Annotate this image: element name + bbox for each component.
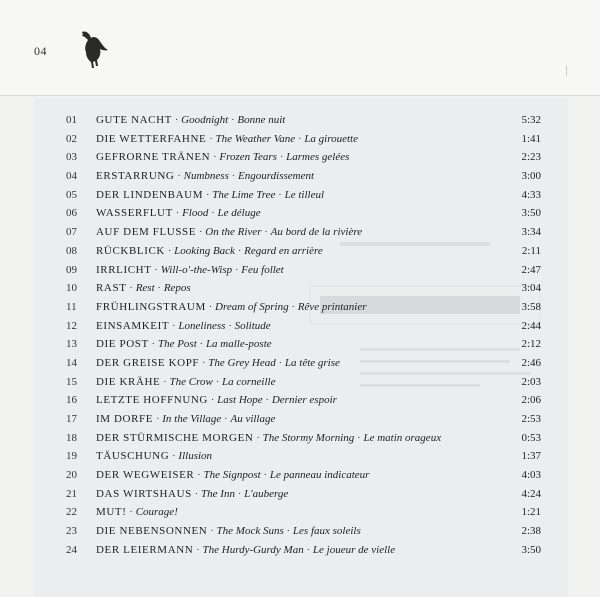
track-title-english: The Weather Vane — [215, 132, 296, 145]
title-separator: · — [225, 319, 235, 332]
track-title-german: RÜCKBLICK — [96, 244, 165, 257]
title-separator: · — [260, 469, 270, 482]
track-title — [96, 541, 395, 560]
track-title-french: Le panneau indicateur — [269, 469, 370, 482]
track-title-english: The Hurdy-Gurdy Man — [202, 543, 304, 556]
track-title-french: Le joueur de vielle — [312, 543, 396, 556]
title-separator: · — [262, 394, 272, 407]
track-title-french: Le tilleul — [284, 188, 325, 201]
track-title — [96, 148, 349, 167]
title-separator: · — [171, 114, 182, 126]
track-title — [96, 429, 441, 448]
track-row — [66, 223, 541, 242]
title-separator: · — [253, 431, 263, 444]
track-title-french: Au bord de la rivière — [270, 226, 363, 239]
title-separator: · — [207, 394, 218, 407]
track-row — [66, 298, 541, 317]
track-row — [66, 373, 541, 392]
page-number: 04 — [34, 44, 47, 58]
track-title-german: GEFRORNE TRÄNEN — [96, 151, 211, 164]
track-row — [66, 261, 541, 280]
track-row — [66, 335, 541, 354]
title-separator: · — [228, 170, 239, 183]
track-title-german: MUT! — [96, 506, 127, 519]
track-title-german: ERSTARRUNG — [96, 170, 175, 183]
track-title — [96, 466, 369, 485]
title-separator: · — [153, 413, 163, 425]
track-title-german: DIE KRÄHE — [96, 375, 161, 388]
track-title-english: The Lime Tree — [212, 188, 276, 201]
track-duration: 1:37 — [521, 450, 541, 463]
track-duration: 2:46 — [521, 356, 541, 369]
track-title-english: The Inn — [201, 487, 235, 500]
track-duration: 3:50 — [521, 207, 541, 220]
track-row — [66, 204, 541, 223]
track-row — [66, 466, 541, 485]
track-title-french: Au village — [230, 413, 276, 425]
track-duration: 3:04 — [521, 282, 541, 295]
track-number: 06 — [66, 207, 77, 220]
track-title-french: Bonne nuit — [237, 114, 286, 126]
track-row — [66, 354, 541, 373]
title-separator: · — [354, 431, 364, 444]
track-title-english: The Post — [157, 338, 197, 351]
track-title-english: Flood — [182, 207, 209, 220]
title-separator: · — [196, 226, 206, 239]
track-title-german: RAST — [96, 282, 127, 295]
title-separator: · — [154, 282, 164, 295]
track-duration: 2:12 — [521, 338, 541, 351]
track-title-german: IM DORFE — [96, 413, 154, 425]
track-number: 03 — [66, 151, 77, 164]
track-title — [96, 279, 191, 298]
track-title-english: The Crow — [169, 375, 213, 388]
track-title — [96, 242, 323, 261]
title-separator: · — [276, 151, 287, 164]
track-number: 04 — [66, 170, 77, 183]
track-title-english: Last Hope — [217, 394, 263, 407]
track-title-german: EINSAMKEIT — [96, 319, 170, 332]
title-separator: · — [288, 300, 298, 313]
track-title-french: La girouette — [304, 132, 358, 145]
track-number: 20 — [66, 469, 77, 482]
track-duration: 2:38 — [521, 525, 541, 538]
title-separator: · — [212, 375, 223, 388]
track-number: 16 — [66, 394, 77, 407]
track-title-english: On the River — [205, 226, 262, 239]
title-separator: · — [126, 282, 136, 295]
track-title — [96, 485, 288, 504]
track-title-english: The Signpost — [203, 469, 261, 482]
track-title-english: Dream of Spring — [215, 300, 289, 313]
track-title — [96, 335, 272, 354]
title-separator: · — [234, 487, 245, 500]
track-number: 14 — [66, 356, 77, 369]
track-row — [66, 541, 541, 560]
track-title-french: L'auberge — [244, 487, 289, 500]
track-row — [66, 242, 541, 261]
track-duration: 2:03 — [521, 375, 541, 388]
title-separator: · — [232, 263, 242, 276]
track-duration: 3:50 — [521, 543, 541, 556]
track-title — [96, 447, 212, 466]
track-number: 18 — [66, 431, 77, 444]
track-duration: 1:41 — [521, 132, 541, 145]
track-duration: 2:23 — [521, 151, 541, 164]
track-title-english: The Grey Head — [208, 356, 276, 369]
title-separator: · — [221, 413, 231, 425]
track-title-french: Solitude — [234, 319, 271, 332]
title-separator: · — [208, 207, 218, 220]
track-duration: 2:06 — [521, 394, 541, 407]
title-separator: · — [164, 244, 175, 257]
track-title-german: TÄUSCHUNG — [96, 450, 170, 463]
track-row — [66, 429, 541, 448]
track-row — [66, 522, 541, 541]
track-title — [96, 522, 361, 541]
track-duration: 0:53 — [521, 431, 541, 444]
title-separator: · — [196, 338, 206, 351]
track-duration: 3:34 — [521, 226, 541, 239]
track-title-english: Looking Back — [174, 244, 235, 257]
track-title-english: Numbness — [183, 170, 229, 183]
track-title-german: FRÜHLINGSTRAUM — [96, 300, 206, 313]
track-title-english: In the Village — [162, 413, 222, 425]
track-title-french: Le déluge — [217, 207, 261, 220]
track-title — [96, 503, 178, 522]
track-row — [66, 186, 541, 205]
header-divider — [0, 95, 600, 96]
track-title-german: DIE WETTERFAHNE — [96, 132, 207, 145]
track-title-german: DER GREISE KOPF — [96, 356, 200, 369]
track-number: 24 — [66, 543, 77, 556]
track-title-german: DIE NEBENSONNEN — [96, 525, 208, 538]
track-title — [96, 373, 275, 392]
track-title-german: WASSERFLUT — [96, 207, 173, 220]
track-title — [96, 298, 366, 317]
track-title-french: Rêve printanier — [297, 300, 367, 313]
title-separator: · — [203, 188, 213, 201]
track-title — [96, 130, 358, 149]
track-row — [66, 167, 541, 186]
track-row — [66, 447, 541, 466]
track-title-french: La corneille — [222, 375, 276, 388]
title-separator: · — [303, 543, 313, 556]
track-title-german: DIE POST — [96, 338, 149, 351]
title-separator: · — [160, 375, 170, 388]
title-separator: · — [169, 450, 179, 463]
track-title-english: Loneliness — [178, 319, 226, 332]
title-separator: · — [169, 319, 179, 332]
title-separator: · — [205, 300, 216, 313]
track-title-english: The Mock Suns — [216, 525, 284, 538]
track-number: 02 — [66, 132, 77, 145]
track-title-french: Feu follet — [241, 263, 284, 276]
track-duration: 2:47 — [521, 263, 541, 276]
track-title — [96, 410, 275, 429]
title-separator: · — [283, 525, 293, 538]
track-title-english: Goodnight — [181, 114, 229, 126]
track-duration: 4:03 — [521, 469, 541, 482]
track-duration: 3:58 — [521, 300, 541, 313]
track-title — [96, 317, 271, 336]
title-separator: · — [295, 132, 305, 145]
track-row — [66, 317, 541, 336]
track-title-german: LETZTE HOFFNUNG — [96, 394, 208, 407]
track-row — [66, 111, 541, 130]
track-title-german: DER LINDENBAUM — [96, 188, 204, 201]
title-separator: · — [261, 226, 271, 239]
title-separator: · — [151, 263, 161, 276]
track-title — [96, 111, 285, 130]
track-title-french: La malle-poste — [205, 338, 272, 351]
track-title — [96, 186, 324, 205]
track-title-german: AUF DEM FLUSSE — [96, 226, 197, 239]
title-separator: · — [207, 525, 217, 538]
track-number: 09 — [66, 263, 77, 276]
track-number: 07 — [66, 226, 77, 239]
track-duration: 5:32 — [521, 114, 541, 126]
title-separator: · — [206, 132, 216, 145]
track-number: 21 — [66, 487, 77, 500]
track-title-french: Engourdissement — [238, 170, 315, 183]
title-separator: · — [210, 151, 220, 164]
track-title — [96, 223, 362, 242]
track-title-german: DER STÜRMISCHE MORGEN — [96, 431, 254, 444]
title-separator: · — [199, 356, 209, 369]
track-row — [66, 148, 541, 167]
track-row — [66, 279, 541, 298]
track-number: 15 — [66, 375, 77, 388]
track-title-french: Les faux soleils — [292, 525, 361, 538]
track-title-german: DAS WIRTSHAUS — [96, 487, 192, 500]
track-list — [66, 111, 541, 560]
track-row — [66, 391, 541, 410]
track-duration: 2:53 — [521, 413, 541, 425]
title-separator: · — [172, 207, 183, 220]
page-edge-mark — [566, 66, 567, 76]
title-separator: · — [194, 469, 204, 482]
track-title-french: Le matin orageux — [363, 431, 442, 444]
track-title-french: Repos — [163, 282, 191, 295]
title-separator: · — [275, 188, 285, 201]
track-title — [96, 354, 340, 373]
track-title-german: DER WEGWEISER — [96, 469, 195, 482]
track-title — [96, 261, 284, 280]
track-title-french: La tête grise — [284, 356, 340, 369]
track-title — [96, 391, 337, 410]
track-title-french: Larmes gelées — [286, 151, 350, 164]
track-title-english: Courage! — [135, 506, 178, 519]
title-separator: · — [228, 114, 238, 126]
crow-icon — [74, 26, 114, 74]
track-title-german: GUTE NACHT — [96, 114, 172, 126]
title-separator: · — [191, 487, 202, 500]
title-separator: · — [174, 170, 184, 183]
title-separator: · — [234, 244, 245, 257]
track-title-german: DER LEIERMANN — [96, 543, 194, 556]
track-title — [96, 204, 261, 223]
track-row — [66, 410, 541, 429]
track-duration: 4:33 — [521, 188, 541, 201]
track-title-english: The Stormy Morning — [262, 431, 355, 444]
track-number: 12 — [66, 319, 77, 332]
track-row — [66, 485, 541, 504]
track-number: 10 — [66, 282, 77, 295]
track-title — [96, 167, 314, 186]
track-number: 11 — [66, 300, 77, 313]
track-title-french: Regard en arrière — [244, 244, 323, 257]
track-number: 13 — [66, 338, 77, 351]
track-number: 01 — [66, 114, 77, 126]
track-title-english: Rest — [135, 282, 155, 295]
title-separator: · — [148, 338, 158, 351]
track-number: 19 — [66, 450, 77, 463]
track-number: 17 — [66, 413, 77, 425]
title-separator: · — [193, 543, 203, 556]
track-row — [66, 130, 541, 149]
track-number: 08 — [66, 244, 77, 257]
title-separator: · — [126, 506, 136, 519]
track-number: 22 — [66, 506, 77, 519]
track-duration: 3:00 — [521, 170, 541, 183]
title-separator: · — [275, 356, 285, 369]
track-number: 23 — [66, 525, 77, 538]
track-number: 05 — [66, 188, 77, 201]
track-title-french: Dernier espoir — [271, 394, 337, 407]
track-duration: 2:44 — [521, 319, 541, 332]
track-title-german: IRRLICHT — [96, 263, 152, 276]
track-title-english: Will-o'-the-Wisp — [160, 263, 233, 276]
track-duration: 4:24 — [521, 487, 541, 500]
track-title-english: Illusion — [178, 450, 213, 463]
track-row — [66, 503, 541, 522]
track-title-english: Frozen Tears — [219, 151, 277, 164]
track-duration: 2:11 — [521, 244, 541, 257]
track-duration: 1:21 — [521, 506, 541, 519]
